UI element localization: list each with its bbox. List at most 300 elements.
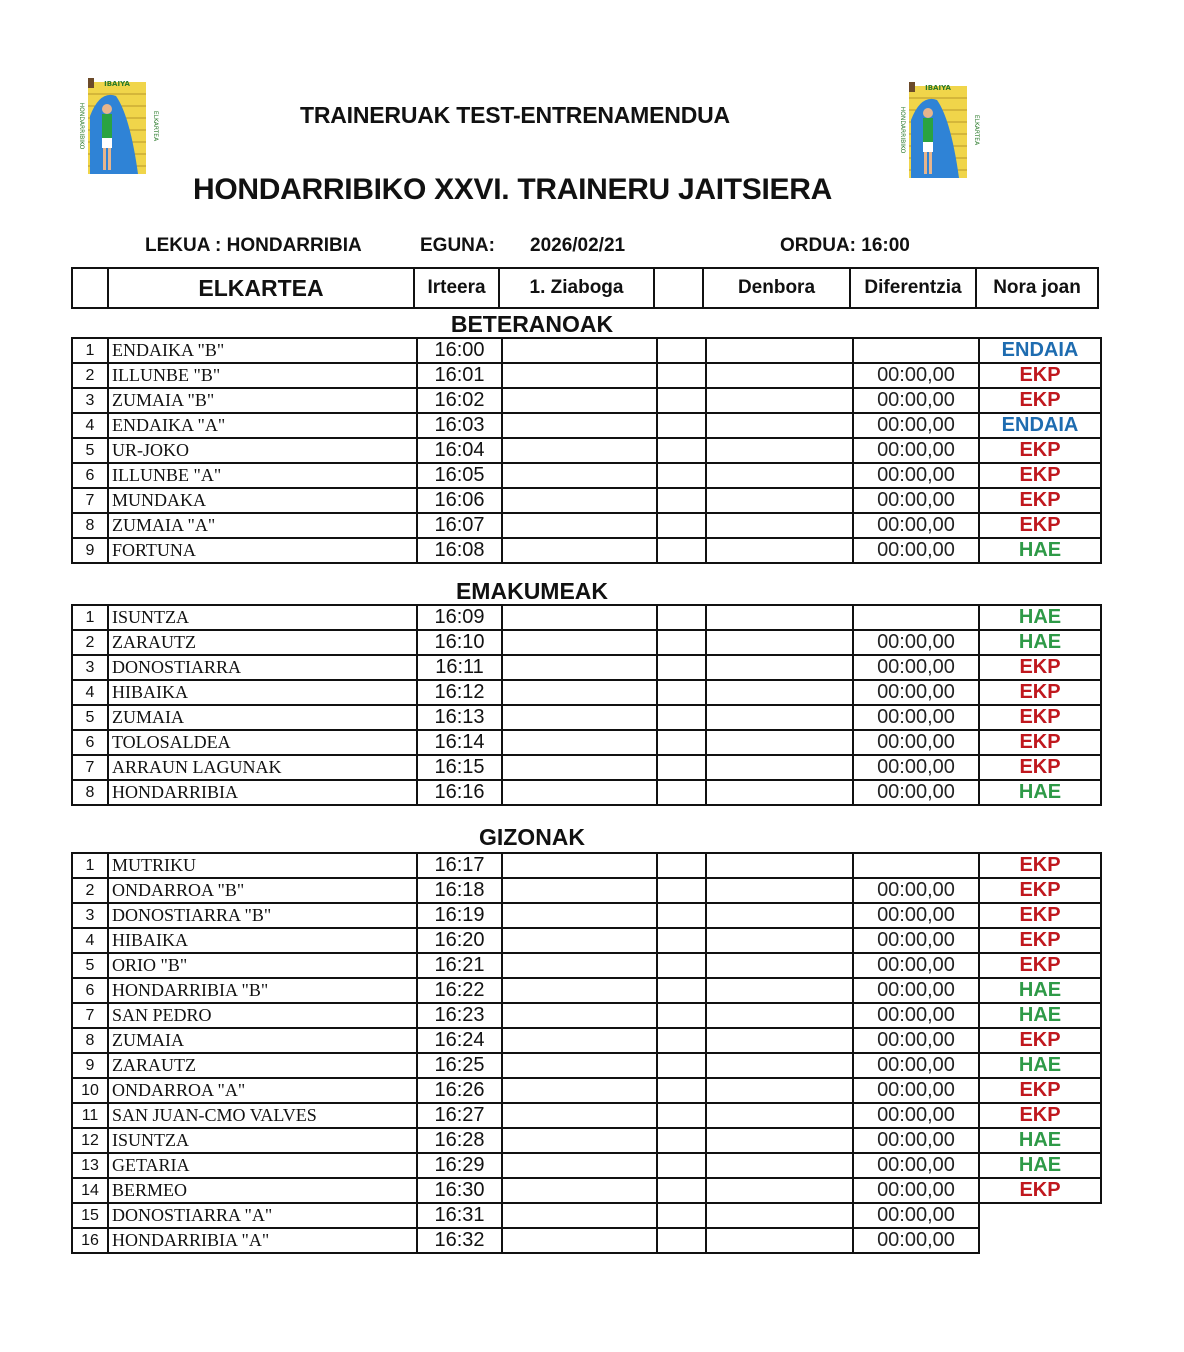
difference-cell: 00:00,00 [853, 413, 979, 438]
destination-badge: EKP [979, 755, 1101, 780]
difference-cell: 00:00,00 [853, 1228, 979, 1253]
eguna-label: EGUNA: [420, 235, 495, 256]
row-number: 9 [72, 1053, 108, 1078]
start-time: 16:14 [417, 730, 502, 755]
time-cell [706, 655, 853, 680]
club-name: HONDARRIBIA "A" [108, 1228, 417, 1253]
destination-badge: EKP [979, 655, 1101, 680]
blank-cell [657, 1103, 706, 1128]
row-number: 8 [72, 513, 108, 538]
start-time: 16:20 [417, 928, 502, 953]
destination-badge: EKP [979, 463, 1101, 488]
time-cell [706, 1178, 853, 1203]
blank-cell [657, 463, 706, 488]
blank-cell [657, 488, 706, 513]
first-turn-cell [502, 338, 657, 363]
svg-text:IBAIYA: IBAIYA [925, 84, 951, 92]
club-name: ZUMAIA [108, 705, 417, 730]
difference-cell: 00:00,00 [853, 1153, 979, 1178]
difference-cell: 00:00,00 [853, 928, 979, 953]
time-cell [706, 605, 853, 630]
club-name: ONDARROA "A" [108, 1078, 417, 1103]
club-name: ORIO "B" [108, 953, 417, 978]
start-time: 16:11 [417, 655, 502, 680]
start-time: 16:04 [417, 438, 502, 463]
club-name: MUTRIKU [108, 853, 417, 878]
start-time: 16:01 [417, 363, 502, 388]
table-row [72, 1128, 1101, 1153]
club-name: ZUMAIA "A" [108, 513, 417, 538]
destination-badge: EKP [979, 1103, 1101, 1128]
row-number: 4 [72, 413, 108, 438]
column-header-row [72, 268, 1098, 308]
row-number: 9 [72, 538, 108, 563]
club-name: ISUNTZA [108, 1128, 417, 1153]
col-header-denbora: Denbora [703, 268, 850, 308]
difference-cell: 00:00,00 [853, 755, 979, 780]
table-row [72, 705, 1101, 730]
difference-cell: 00:00,00 [853, 463, 979, 488]
destination-badge: HAE [979, 605, 1101, 630]
table-row [72, 1003, 1101, 1028]
table-row [72, 1103, 1101, 1128]
col-header-num [72, 268, 108, 308]
club-name: HIBAIKA [108, 928, 417, 953]
table-row [72, 1203, 1101, 1228]
table-row [72, 605, 1101, 630]
row-number: 5 [72, 438, 108, 463]
destination-badge: EKP [979, 388, 1101, 413]
table-row [72, 388, 1101, 413]
time-cell [706, 1103, 853, 1128]
club-name: FORTUNA [108, 538, 417, 563]
col-header-irteera: Irteera [414, 268, 499, 308]
club-name: HONDARRIBIA [108, 780, 417, 805]
first-turn-cell [502, 538, 657, 563]
difference-cell: 00:00,00 [853, 1053, 979, 1078]
club-name: UR-JOKO [108, 438, 417, 463]
svg-text:HONDARRIBIKO: HONDARRIBIKO [899, 106, 906, 154]
time-cell [706, 755, 853, 780]
start-time: 16:32 [417, 1228, 502, 1253]
blank-cell [657, 680, 706, 705]
row-number: 8 [72, 780, 108, 805]
difference-cell [853, 605, 979, 630]
first-turn-cell [502, 1203, 657, 1228]
destination-badge: HAE [979, 1153, 1101, 1178]
row-number: 16 [72, 1228, 108, 1253]
start-time: 16:09 [417, 605, 502, 630]
first-turn-cell [502, 878, 657, 903]
row-number: 2 [72, 630, 108, 655]
difference-cell [853, 338, 979, 363]
first-turn-cell [502, 630, 657, 655]
time-cell [706, 780, 853, 805]
destination-badge: EKP [979, 705, 1101, 730]
club-name: ILLUNBE "B" [108, 363, 417, 388]
destination-badge: EKP [979, 903, 1101, 928]
destination-badge: HAE [979, 1053, 1101, 1078]
difference-cell: 00:00,00 [853, 630, 979, 655]
first-turn-cell [502, 413, 657, 438]
time-cell [706, 1053, 853, 1078]
first-turn-cell [502, 488, 657, 513]
destination-badge: HAE [979, 1128, 1101, 1153]
start-time: 16:08 [417, 538, 502, 563]
row-number: 3 [72, 388, 108, 413]
time-cell [706, 413, 853, 438]
first-turn-cell [502, 655, 657, 680]
destination-badge: EKP [979, 363, 1101, 388]
difference-cell: 00:00,00 [853, 903, 979, 928]
first-turn-cell [502, 680, 657, 705]
row-number: 7 [72, 1003, 108, 1028]
blank-cell [657, 853, 706, 878]
blank-cell [657, 755, 706, 780]
beteranoak-table [71, 337, 1102, 564]
destination-badge: HAE [979, 780, 1101, 805]
club-name: ZUMAIA "B" [108, 388, 417, 413]
first-turn-cell [502, 1228, 657, 1253]
start-time: 16:23 [417, 1003, 502, 1028]
first-turn-cell [502, 953, 657, 978]
row-number: 5 [72, 953, 108, 978]
blank-cell [657, 978, 706, 1003]
row-number: 4 [72, 680, 108, 705]
difference-cell: 00:00,00 [853, 538, 979, 563]
blank-cell [657, 1028, 706, 1053]
table-row [72, 1178, 1101, 1203]
time-cell [706, 538, 853, 563]
start-time: 16:21 [417, 953, 502, 978]
destination-badge: EKP [979, 488, 1101, 513]
table-row [72, 680, 1101, 705]
table-row [72, 780, 1101, 805]
start-time: 16:15 [417, 755, 502, 780]
time-cell [706, 1153, 853, 1178]
column-header-table [71, 267, 1099, 309]
start-time: 16:12 [417, 680, 502, 705]
time-cell [706, 978, 853, 1003]
col-header-blank [654, 268, 703, 308]
time-cell [706, 1003, 853, 1028]
first-turn-cell [502, 1028, 657, 1053]
svg-text:IBAIYA: IBAIYA [104, 80, 130, 88]
club-name: DONOSTIARRA "A" [108, 1203, 417, 1228]
time-cell [706, 438, 853, 463]
destination-badge: EKP [979, 1178, 1101, 1203]
blank-cell [657, 438, 706, 463]
section-title-gizonak: GIZONAK [478, 824, 586, 850]
destination-badge: EKP [979, 680, 1101, 705]
destination-badge: EKP [979, 928, 1101, 953]
club-name: ONDARROA "B" [108, 878, 417, 903]
table-row [72, 463, 1101, 488]
svg-text:ELKARTEA: ELKARTEA [152, 110, 159, 142]
first-turn-cell [502, 1053, 657, 1078]
club-name: DONOSTIARRA [108, 655, 417, 680]
start-time: 16:17 [417, 853, 502, 878]
first-turn-cell [502, 1178, 657, 1203]
svg-text:ELKARTEA: ELKARTEA [973, 114, 980, 146]
difference-cell: 00:00,00 [853, 680, 979, 705]
row-number: 6 [72, 978, 108, 1003]
table-row [72, 538, 1101, 563]
start-time: 16:28 [417, 1128, 502, 1153]
time-cell [706, 363, 853, 388]
blank-cell [657, 630, 706, 655]
club-name: DONOSTIARRA "B" [108, 903, 417, 928]
destination-badge: EKP [979, 438, 1101, 463]
difference-cell: 00:00,00 [853, 978, 979, 1003]
blank-cell [657, 705, 706, 730]
destination-badge: HAE [979, 538, 1101, 563]
blank-cell [657, 878, 706, 903]
time-cell [706, 1078, 853, 1103]
time-cell [706, 903, 853, 928]
first-turn-cell [502, 363, 657, 388]
table-row [72, 413, 1101, 438]
destination-badge: EKP [979, 1028, 1101, 1053]
club-name: BERMEO [108, 1178, 417, 1203]
gizonak-table [71, 852, 1102, 1254]
blank-cell [657, 363, 706, 388]
start-time: 16:31 [417, 1203, 502, 1228]
blank-cell [657, 388, 706, 413]
row-number: 2 [72, 363, 108, 388]
first-turn-cell [502, 438, 657, 463]
time-cell [706, 388, 853, 413]
table-row [72, 630, 1101, 655]
col-header-nora-joan: Nora joan [976, 268, 1098, 308]
table-row [72, 488, 1101, 513]
club-name: ILLUNBE "A" [108, 463, 417, 488]
first-turn-cell [502, 730, 657, 755]
table-row [72, 1053, 1101, 1078]
time-cell [706, 488, 853, 513]
time-cell [706, 1028, 853, 1053]
start-time: 16:26 [417, 1078, 502, 1103]
difference-cell: 00:00,00 [853, 1128, 979, 1153]
blank-cell [657, 953, 706, 978]
first-turn-cell [502, 388, 657, 413]
time-cell [706, 1228, 853, 1253]
difference-cell: 00:00,00 [853, 513, 979, 538]
blank-cell [657, 1178, 706, 1203]
first-turn-cell [502, 780, 657, 805]
difference-cell: 00:00,00 [853, 1203, 979, 1228]
first-turn-cell [502, 1003, 657, 1028]
club-logo-left [72, 76, 162, 180]
time-cell [706, 338, 853, 363]
time-cell [706, 853, 853, 878]
first-turn-cell [502, 928, 657, 953]
start-time: 16:06 [417, 488, 502, 513]
row-number: 10 [72, 1078, 108, 1103]
row-number: 2 [72, 878, 108, 903]
time-cell [706, 1203, 853, 1228]
table-row [72, 730, 1101, 755]
destination-badge: ENDAIA [979, 338, 1101, 363]
row-number: 1 [72, 853, 108, 878]
row-number: 6 [72, 730, 108, 755]
club-name: SAN JUAN-CMO VALVES [108, 1103, 417, 1128]
blank-cell [657, 928, 706, 953]
row-number: 1 [72, 338, 108, 363]
destination-cell [979, 1228, 1101, 1253]
destination-badge: ENDAIA [979, 413, 1101, 438]
row-number: 14 [72, 1178, 108, 1203]
document-title: HONDARRIBIKO XXVI. TRAINERU JAITSIERA [193, 173, 832, 206]
row-number: 8 [72, 1028, 108, 1053]
table-row [72, 878, 1101, 903]
first-turn-cell [502, 978, 657, 1003]
start-time: 16:00 [417, 338, 502, 363]
destination-badge: HAE [979, 630, 1101, 655]
first-turn-cell [502, 755, 657, 780]
destination-cell [979, 1203, 1101, 1228]
club-name: ZARAUTZ [108, 630, 417, 655]
difference-cell [853, 853, 979, 878]
blank-cell [657, 605, 706, 630]
club-name: ISUNTZA [108, 605, 417, 630]
start-time: 16:03 [417, 413, 502, 438]
table-row [72, 1228, 1101, 1253]
first-turn-cell [502, 705, 657, 730]
start-time: 16:25 [417, 1053, 502, 1078]
time-cell [706, 680, 853, 705]
first-turn-cell [502, 903, 657, 928]
table-row [72, 928, 1101, 953]
first-turn-cell [502, 605, 657, 630]
start-time: 16:13 [417, 705, 502, 730]
club-logo-right [893, 80, 983, 184]
club-name: TOLOSALDEA [108, 730, 417, 755]
eguna-value: 2026/02/21 [530, 235, 626, 256]
table-row [72, 363, 1101, 388]
time-cell [706, 730, 853, 755]
start-time: 16:16 [417, 780, 502, 805]
row-number: 13 [72, 1153, 108, 1178]
start-time: 16:18 [417, 878, 502, 903]
ordua-label: ORDUA: 16:00 [780, 235, 910, 256]
destination-badge: EKP [979, 1078, 1101, 1103]
destination-badge: EKP [979, 878, 1101, 903]
blank-cell [657, 538, 706, 563]
destination-badge: EKP [979, 953, 1101, 978]
table-row [72, 338, 1101, 363]
row-number: 7 [72, 488, 108, 513]
club-name: MUNDAKA [108, 488, 417, 513]
time-cell [706, 630, 853, 655]
table-row [72, 903, 1101, 928]
difference-cell: 00:00,00 [853, 438, 979, 463]
club-name: ARRAUN LAGUNAK [108, 755, 417, 780]
difference-cell: 00:00,00 [853, 655, 979, 680]
club-name: GETARIA [108, 1153, 417, 1178]
start-time: 16:07 [417, 513, 502, 538]
first-turn-cell [502, 853, 657, 878]
club-name: HIBAIKA [108, 680, 417, 705]
table-row [72, 1078, 1101, 1103]
col-header-ziaboga: 1. Ziaboga [499, 268, 654, 308]
time-cell [706, 463, 853, 488]
difference-cell: 00:00,00 [853, 730, 979, 755]
difference-cell: 00:00,00 [853, 1103, 979, 1128]
section-title-beteranoak: BETERANOAK [450, 311, 614, 337]
blank-cell [657, 1003, 706, 1028]
table-row [72, 1153, 1101, 1178]
first-turn-cell [502, 1078, 657, 1103]
emakumeak-table [71, 604, 1102, 806]
row-number: 1 [72, 605, 108, 630]
row-number: 5 [72, 705, 108, 730]
table-row [72, 953, 1101, 978]
row-number: 6 [72, 463, 108, 488]
start-time: 16:24 [417, 1028, 502, 1053]
start-time: 16:22 [417, 978, 502, 1003]
start-time: 16:10 [417, 630, 502, 655]
destination-badge: HAE [979, 978, 1101, 1003]
row-number: 15 [72, 1203, 108, 1228]
destination-badge: HAE [979, 1003, 1101, 1028]
destination-badge: EKP [979, 513, 1101, 538]
blank-cell [657, 1128, 706, 1153]
first-turn-cell [502, 1153, 657, 1178]
blank-cell [657, 1228, 706, 1253]
club-name: ZUMAIA [108, 1028, 417, 1053]
start-time: 16:27 [417, 1103, 502, 1128]
table-row [72, 1028, 1101, 1053]
difference-cell: 00:00,00 [853, 1003, 979, 1028]
table-row [72, 513, 1101, 538]
svg-text:HONDARRIBIKO: HONDARRIBIKO [78, 102, 85, 150]
first-turn-cell [502, 1103, 657, 1128]
destination-badge: EKP [979, 853, 1101, 878]
club-name: ENDAIKA "A" [108, 413, 417, 438]
start-time: 16:29 [417, 1153, 502, 1178]
table-row [72, 438, 1101, 463]
difference-cell: 00:00,00 [853, 953, 979, 978]
club-name: HONDARRIBIA "B" [108, 978, 417, 1003]
hondarribia-arraun-logo-icon [72, 76, 162, 180]
blank-cell [657, 655, 706, 680]
blank-cell [657, 413, 706, 438]
document-subtitle: TRAINERUAK TEST-ENTRENAMENDUA [300, 102, 730, 128]
table-row [72, 853, 1101, 878]
time-cell [706, 878, 853, 903]
start-time: 16:02 [417, 388, 502, 413]
row-number: 3 [72, 903, 108, 928]
row-number: 7 [72, 755, 108, 780]
table-row [72, 755, 1101, 780]
destination-badge: EKP [979, 730, 1101, 755]
section-title-emakumeak: EMAKUMEAK [455, 578, 609, 604]
difference-cell: 00:00,00 [853, 878, 979, 903]
blank-cell [657, 1053, 706, 1078]
blank-cell [657, 513, 706, 538]
first-turn-cell [502, 1128, 657, 1153]
blank-cell [657, 780, 706, 805]
difference-cell: 00:00,00 [853, 780, 979, 805]
hondarribia-arraun-logo-icon [893, 80, 983, 184]
row-number: 12 [72, 1128, 108, 1153]
start-time: 16:19 [417, 903, 502, 928]
row-number: 3 [72, 655, 108, 680]
start-time: 16:30 [417, 1178, 502, 1203]
blank-cell [657, 730, 706, 755]
difference-cell: 00:00,00 [853, 363, 979, 388]
